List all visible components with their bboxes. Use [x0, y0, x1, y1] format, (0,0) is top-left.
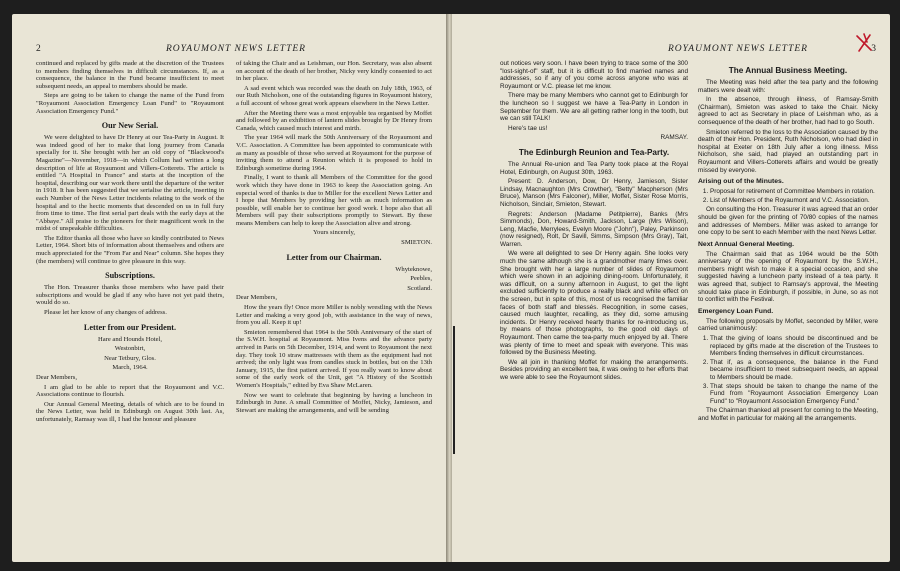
left-page [12, 14, 448, 562]
section-heading: The Edinburgh Reunion and Tea-Party. [518, 147, 670, 157]
paragraph: We were delighted to have Dr Henry at our Tea-Party in August. It was indeed good of her to make that long journey from Canada specially for it. She brought with her an old copy of "Blackwood's Magazine"—November, 1918—in which Collum had written a long description of life at Royaumont and Villers-Cotterets. The article is entitled "A Hospital in France" and starts at the inception of the hospital, describing our war work there until the departure of the writer in 1918. It has been suggested that we serialise the article, inserting in each Number of the News Letter incidents relating to the work of the hospital and to the hectic moments that descended on us in full fury from time to time. The first serial part deals with the early days at the "Abbaye." All praise to the pioneers for their magnificent work in the midst of unspeakable difficulties. [36, 134, 224, 233]
paragraph: Our Annual General Meeting, details of which are to be found in the News Letter, was held in Edinburgh on August 30th last. As, unfortunately, Ramsay was ill, I had the honour and pleasure [36, 400, 224, 423]
paragraph: We all join in thanking Moffet for making the arrangements. Besides providing an excellent tea, it was owing to her efforts that we were able to see the Royaumont slides. [500, 358, 688, 381]
paragraph: The Hon. Treasurer thanks those members who have paid their subscriptions and would be glad if any who have not yet paid theirs, would do so. [36, 284, 224, 307]
paragraph: Whyteknowe, [395, 265, 432, 273]
right-page-number: 3 [871, 44, 876, 54]
paragraph: In the absence, through illness, of Ramsay-Smith (Chairman), Smieton was asked to take the Chair. Nicky agreed to act as Secretary in place of Leishman who, as a consequence of the death of her brother, had had to go South. [698, 96, 878, 126]
paragraph: We were all delighted to see Dr Henry again. She looks very much the same although she is a grandmother many times over. She brought with her a large number of slides of Royaumont which were shown in an adjoining dining-room. Unfortunately, it was difficult, on a sunny afternoon in August, to get the light excluded sufficiently to produce a really black and white effect on the screen, but in spite of this, most of us recognised the familiar faces of both staff and blessés. Recognition, in some cases, caused much laughter, recalling, as they did, some amusing incidents. Dr Henry received hearty thanks for re-introducing us, by means of those photographs, to the good old days of Royaumont. Then came the tea-party much enjoyed by all. There was plenty of time to meet and speak with everyone. This was followed by the Business Meeting. [500, 250, 688, 357]
numbered-list [698, 188, 878, 204]
list-item: 1. Proposal for retirement of Committee Members in rotation. [710, 188, 878, 196]
paragraph: Here's tae us! [508, 124, 548, 132]
list-item: 2. List of Members of the Royaumont and V.C. Association. [710, 197, 878, 205]
paragraph: March, 1964. [112, 364, 148, 372]
section-heading: Emergency Loan Fund. [698, 307, 774, 315]
paragraph: of taking the Chair and as Leishman, our Hon. Secretary, was also absent on account of the death of her brother, Nicky very kindly consented to act in her place. [236, 60, 432, 83]
paragraph: RAMSAY. [660, 134, 688, 142]
paragraph: Yours sincerely, [312, 229, 356, 237]
paragraph: Peebles, [410, 275, 432, 283]
paragraph: Now we want to celebrate that beginning by having a luncheon in Edinburgh in June. A small Committee of Moffet, Nicky, Jamieson, and Stewart are making the arrangements, and will be sending [236, 391, 432, 414]
paragraph: Smieton referred to the loss to the Association caused by the death of their Hon. President, Ruth Nicholson, who had died in hospital at Exeter on 18th July after a long illness. Miss Nicholson, she said, had played an outstanding part in Royaumont and Villers-Cotterets affairs and would be greatly missed by everyone. [698, 128, 878, 174]
paragraph: The year 1964 will mark the 50th Anniversary of the Royaumont and V.C. Association. A Committee has been appointed to communicate with as many as possible of those who served at Royaumont for the purpose of inviting them to attend a Reunion which it is proposed to hold in Edinburgh sometime during 1964. [236, 134, 432, 172]
paragraph: continued and replaced by gifts made at the discretion of the Trustees to members finding themselves in difficult circumstances. If, as a consequence, the balance in the Fund became insufficient to meet subsequent needs, an appeal to members should be made. [36, 60, 224, 90]
left-running-head: ROYAUMONT NEWS LETTER [166, 44, 306, 54]
paragraph: Near Tetbury, Glos. [104, 354, 156, 362]
red-cross-mark-icon [854, 32, 874, 54]
paragraph: out notices very soon. I have been trying to trace some of the 300 "lost-sight-of" staff, but it is difficult to find married names and addresses, so if any of you come across anyone who was at Royaumont or V.C. please let me know. [500, 60, 688, 90]
right-column-1 [500, 60, 688, 384]
left-page-number: 2 [36, 44, 41, 54]
paragraph: Westonbirt, [114, 345, 146, 353]
section-heading: Next Annual General Meeting. [698, 240, 795, 248]
list-item: 3. That steps should be taken to change the name of the Fund from "Royaumont Association Emergency Loan Fund" to "Royaumont Association Emergency Fund." [710, 383, 878, 406]
paragraph: The Annual Re-union and Tea Party took place at the Royal Hotel, Edinburgh, on August 30th, 1963. [500, 160, 688, 176]
right-column-2 [698, 60, 878, 425]
section-heading: Arising out of the Minutes. [698, 178, 784, 186]
right-page [452, 14, 890, 562]
paragraph: SMIETON. [401, 239, 432, 247]
paragraph: Steps are going to be taken to change the name of the Fund from "Royaumont Association Emergency Loan Fund" to "Royaumont Association Emergency Fund." [36, 92, 224, 115]
left-column-2 [236, 60, 432, 416]
numbered-list [698, 335, 878, 405]
margin-ink-line [453, 326, 455, 454]
paragraph: On consulting the Hon. Treasurer it was agreed that an order should be given for the printing of 70/80 copies of the names and addresses of Members. Miller was asked to arrange for one copy to be sent to each Member with the next News Letter. [698, 206, 878, 237]
paragraph: I am glad to be able to report that the Royaumont and V.C. Associations continue to flourish. [36, 383, 224, 399]
section-heading: Letter from our President. [83, 322, 177, 332]
paragraph: A sad event which was recorded was the death on July 18th, 1963, of our Ruth Nicholson, one of the outstanding figures in Royaumont history, a full account of whose great work appears elsewhere in the News Letter. [236, 84, 432, 107]
paragraph: The Editor thanks all those who have so kindly contributed to News Letter, 1964. Short bits of information about themselves and others are much appreciated for the "From Far and Near" column. She hopes they (the members) will continue to give pleasure in this way. [36, 234, 224, 265]
paragraph: The following proposals by Moffet, seconded by Miller, were carried unanimously: [698, 317, 878, 333]
paragraph: Present: D. Anderson, Dow, Dr Henry, Jamieson, Sister Lindsay, Macnaughton (Mrs Crowther), "Betty" Macpherson (Mrs Bruce), Manson (Mrs Falconer), Miller, Moffet, Sister Rose Morris, Nicholson, Sinclair, Smieton, Stewart. [500, 178, 688, 208]
paragraph: The Chairman thanked all present for coming to the Meeting, and Moffet in particular for making all the arrangements. [698, 407, 878, 422]
section-heading: Our New Serial. [101, 121, 159, 131]
paragraph: Hare and Hounds Hotel, [97, 335, 163, 343]
paragraph: Smieton remembered that 1964 is the 50th Anniversary of the start of the S.W.H. hospital at Royaumont. Miss Ivens and the advance party arrived in Paris on 5th December, 1914, and went to Royaumont the next day. They took 10 straw mattresses with them as the equipment had not arrived; the only light was from candles stuck in bottles, but on the 13th January, 1915, the first patient arrived. If you really want to know about some of the early work of the Unit, get "A History of the Scottish Women's Hospitals," edited by Eva Shaw McLaren. [236, 328, 432, 389]
section-heading: The Annual Business Meeting. [728, 66, 848, 75]
list-item: 1. That the giving of loans should be discontinued and be replaced by gifts made at the discretion of the Trustees to Members finding themselves in difficult circumstances. [710, 335, 878, 358]
paragraph: Regrets: Anderson (Madame Petitpierre), Banks (Mrs Simmonds), Don, Howard-Smith, Jackson, Large (Mrs Wilson), Leng, Macfie, Merrylees, Evelyn Moore ("John"), Paley, Parkinson (now resigned), Rolt, Dr Savill, Simms, Simpson (Mrs Gray), Tait, Warren. [500, 210, 688, 248]
paragraph: After the Meeting there was a most enjoyable tea organised by Moffet and followed by an exhibition of lantern slides brought by Dr Henry from Canada, which caused much interest and mirth. [236, 109, 432, 132]
paragraph: The Chairman said that as 1964 would be the 50th anniversary of the opening of Royaumont by the S.W.H., members might wish to make it a special occasion, and she suggested having a luncheon party instead of a tea party. It was agreed that, subject to Ramsay's approval, the Meeting should take place in Edinburgh, if possible, in June, so as not to conflict with the Festival. [698, 250, 878, 304]
paragraph: The Meeting was held after the tea party and the following matters were dealt with: [698, 79, 878, 94]
section-heading: Letter from our Chairman. [286, 252, 382, 262]
left-column-1 [36, 60, 224, 426]
paragraph: There may be many Members who cannot get to Edinburgh for the luncheon so I suggest we have a Tea-Party in London in September for them. We are all getting rather long in the tooth, but we can still TALK! [500, 92, 688, 123]
paragraph: Scotland. [407, 284, 432, 292]
paragraph: Dear Members, [36, 374, 78, 381]
list-item: 2. That if, as a consequence, the balance in the Fund became insufficient to meet subsequent needs, an appeal to Members should be made. [710, 359, 878, 382]
section-heading: Subscriptions. [105, 271, 155, 281]
paragraph: Please let her know of any changes of address. [44, 309, 167, 317]
paragraph: How the years fly! Once more Miller is nobly wrestling with the News Letter and making a very good job, with assistance in the way of news, from you all. Keep it up! [236, 304, 432, 327]
paragraph: Finally, I want to thank all Members of the Committee for the good work which they have done in 1963 to keep the Association going. An especial word of thanks is due to Miller for the excellent News Letter and I hope that Members by providing her with as much information as possible, will enable her to continue her good work. I hope also that all Members will pay their subscriptions promptly to Stewart. By these means Members can help to keep the Association alive and strong. [236, 174, 432, 227]
right-running-head: ROYAUMONT NEWS LETTER [668, 44, 808, 54]
paragraph: Dear Members, [236, 294, 278, 302]
